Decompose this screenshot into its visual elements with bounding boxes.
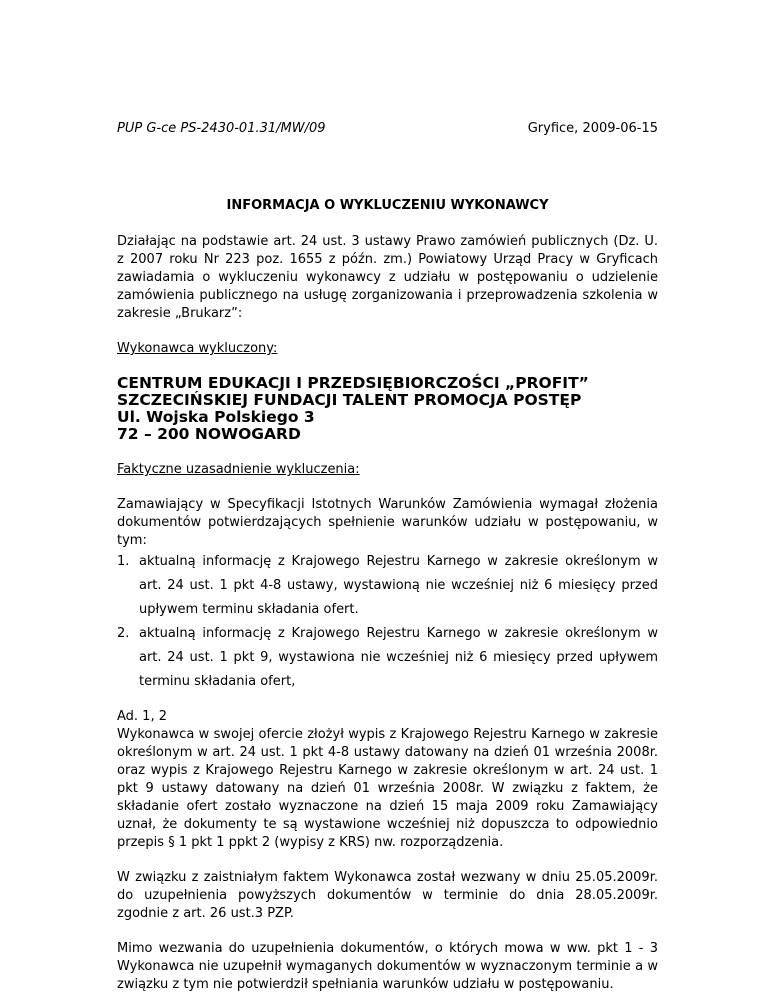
list-item — [117, 550, 658, 622]
list-item-text: aktualną informację z Krajowego Rejestru Karnego w zakresie określonym w art. 24 ust. 1 pkt 4-8 ustawy, wystawioną nie wcześniej niż 6 miesięcy przed upływem terminu składania ofert. — [139, 554, 658, 617]
contractor-block — [117, 375, 658, 443]
reference-number: PUP G-ce PS-2430-01.31/MW/09 — [117, 121, 326, 136]
list-item-number: 2. — [117, 626, 130, 641]
list-item — [117, 622, 658, 694]
contractor-name-line1: CENTRUM EDUKACJI I PRZEDSIĘBIORCZOŚCI „PROFIT” — [117, 374, 589, 392]
requirement-intro: Zamawiający w Specyfikacji Istotnych Warunków Zamówienia wymagał złożenia dokumentów potwierdzających spełnienie warunków udziału w postępowaniu, w tym: — [117, 497, 658, 548]
contractor-city: 72 – 200 NOWOGARD — [117, 425, 301, 443]
contractor-name-line2: SZCZECIŃSKIEJ FUNDACJI TALENT PROMOCJA POSTĘP — [117, 391, 582, 409]
place-date: Gryfice, 2009-06-15 — [527, 121, 658, 136]
intro-paragraph: Działając na podstawie art. 24 ust. 3 ustawy Prawo zamówień publicznych (Dz. U. z 2007 roku Nr 223 poz. 1655 z późn. zm.) Powiatowy Urząd Pracy w Gryficach zawiadamia o wykluczeniu wykonawcy z udziału w postępowaniu o udzielenie zamówienia publicznego na usługę zorganizowania i przeprowadzenia szkolenia w zakresie „Brukarz”: — [117, 234, 658, 321]
conclusion-paragraph: Mimo wezwania do uzupełnienia dokumentów, o których mowa w ww. pkt 1 - 3 Wykonawca nie uzupełnił wymaganych dokumentów w wyznaczonym terminie a w związku z tym nie potwierdził spełniania warunków udziału w postępowaniu. — [117, 941, 658, 992]
justification-label: Faktyczne uzasadnienie wykluczenia: — [117, 462, 360, 477]
document-header — [117, 120, 658, 138]
document-title: INFORMACJA O WYKLUCZENIU WYKONAWCY — [226, 198, 549, 213]
ad-paragraph: Wykonawca w swojej ofercie złożył wypis z Krajowego Rejestru Karnego w zakresie określonym w art. 24 ust. 1 pkt 4-8 ustawy datowany na dzień 01 września 2008r. oraz wypis z Krajowego Rejestru Karnego w zakresie określonym w art. 24 ust. 1 pkt 9 ustawy datowany na dzień 01 września 2008r. W związku z faktem, że składanie ofert zostało wyznaczone na dzień 15 maja 2009 roku Zamawiający uznał, że dokumenty te są wystawione wcześniej niż dopuszcza to odpowiednio przepis § 1 pkt 1 ppkt 2 (wypisy z KRS) nw. rozporządzenia. — [117, 727, 658, 850]
contractor-street: Ul. Wojska Polskiego 3 — [117, 408, 315, 426]
list-item-number: 1. — [117, 554, 130, 569]
summons-paragraph: W związku z zaistniałym faktem Wykonawca został wezwany w dniu 25.05.2009r. do uzupełnienia powyższych dokumentów w terminie do dnia 28.05.2009r. zgodnie z art. 26 ust.3 PZP. — [117, 870, 658, 921]
excluded-label: Wykonawca wykluczony: — [117, 341, 278, 356]
ad-label: Ad. 1, 2 — [117, 709, 167, 724]
list-item-text: aktualną informację z Krajowego Rejestru Karnego w zakresie określonym w art. 24 ust. 1 pkt 9, wystawiona nie wcześniej niż 6 miesięcy przed upływem terminu składania ofert, — [139, 626, 658, 689]
requirements-list — [117, 550, 658, 694]
